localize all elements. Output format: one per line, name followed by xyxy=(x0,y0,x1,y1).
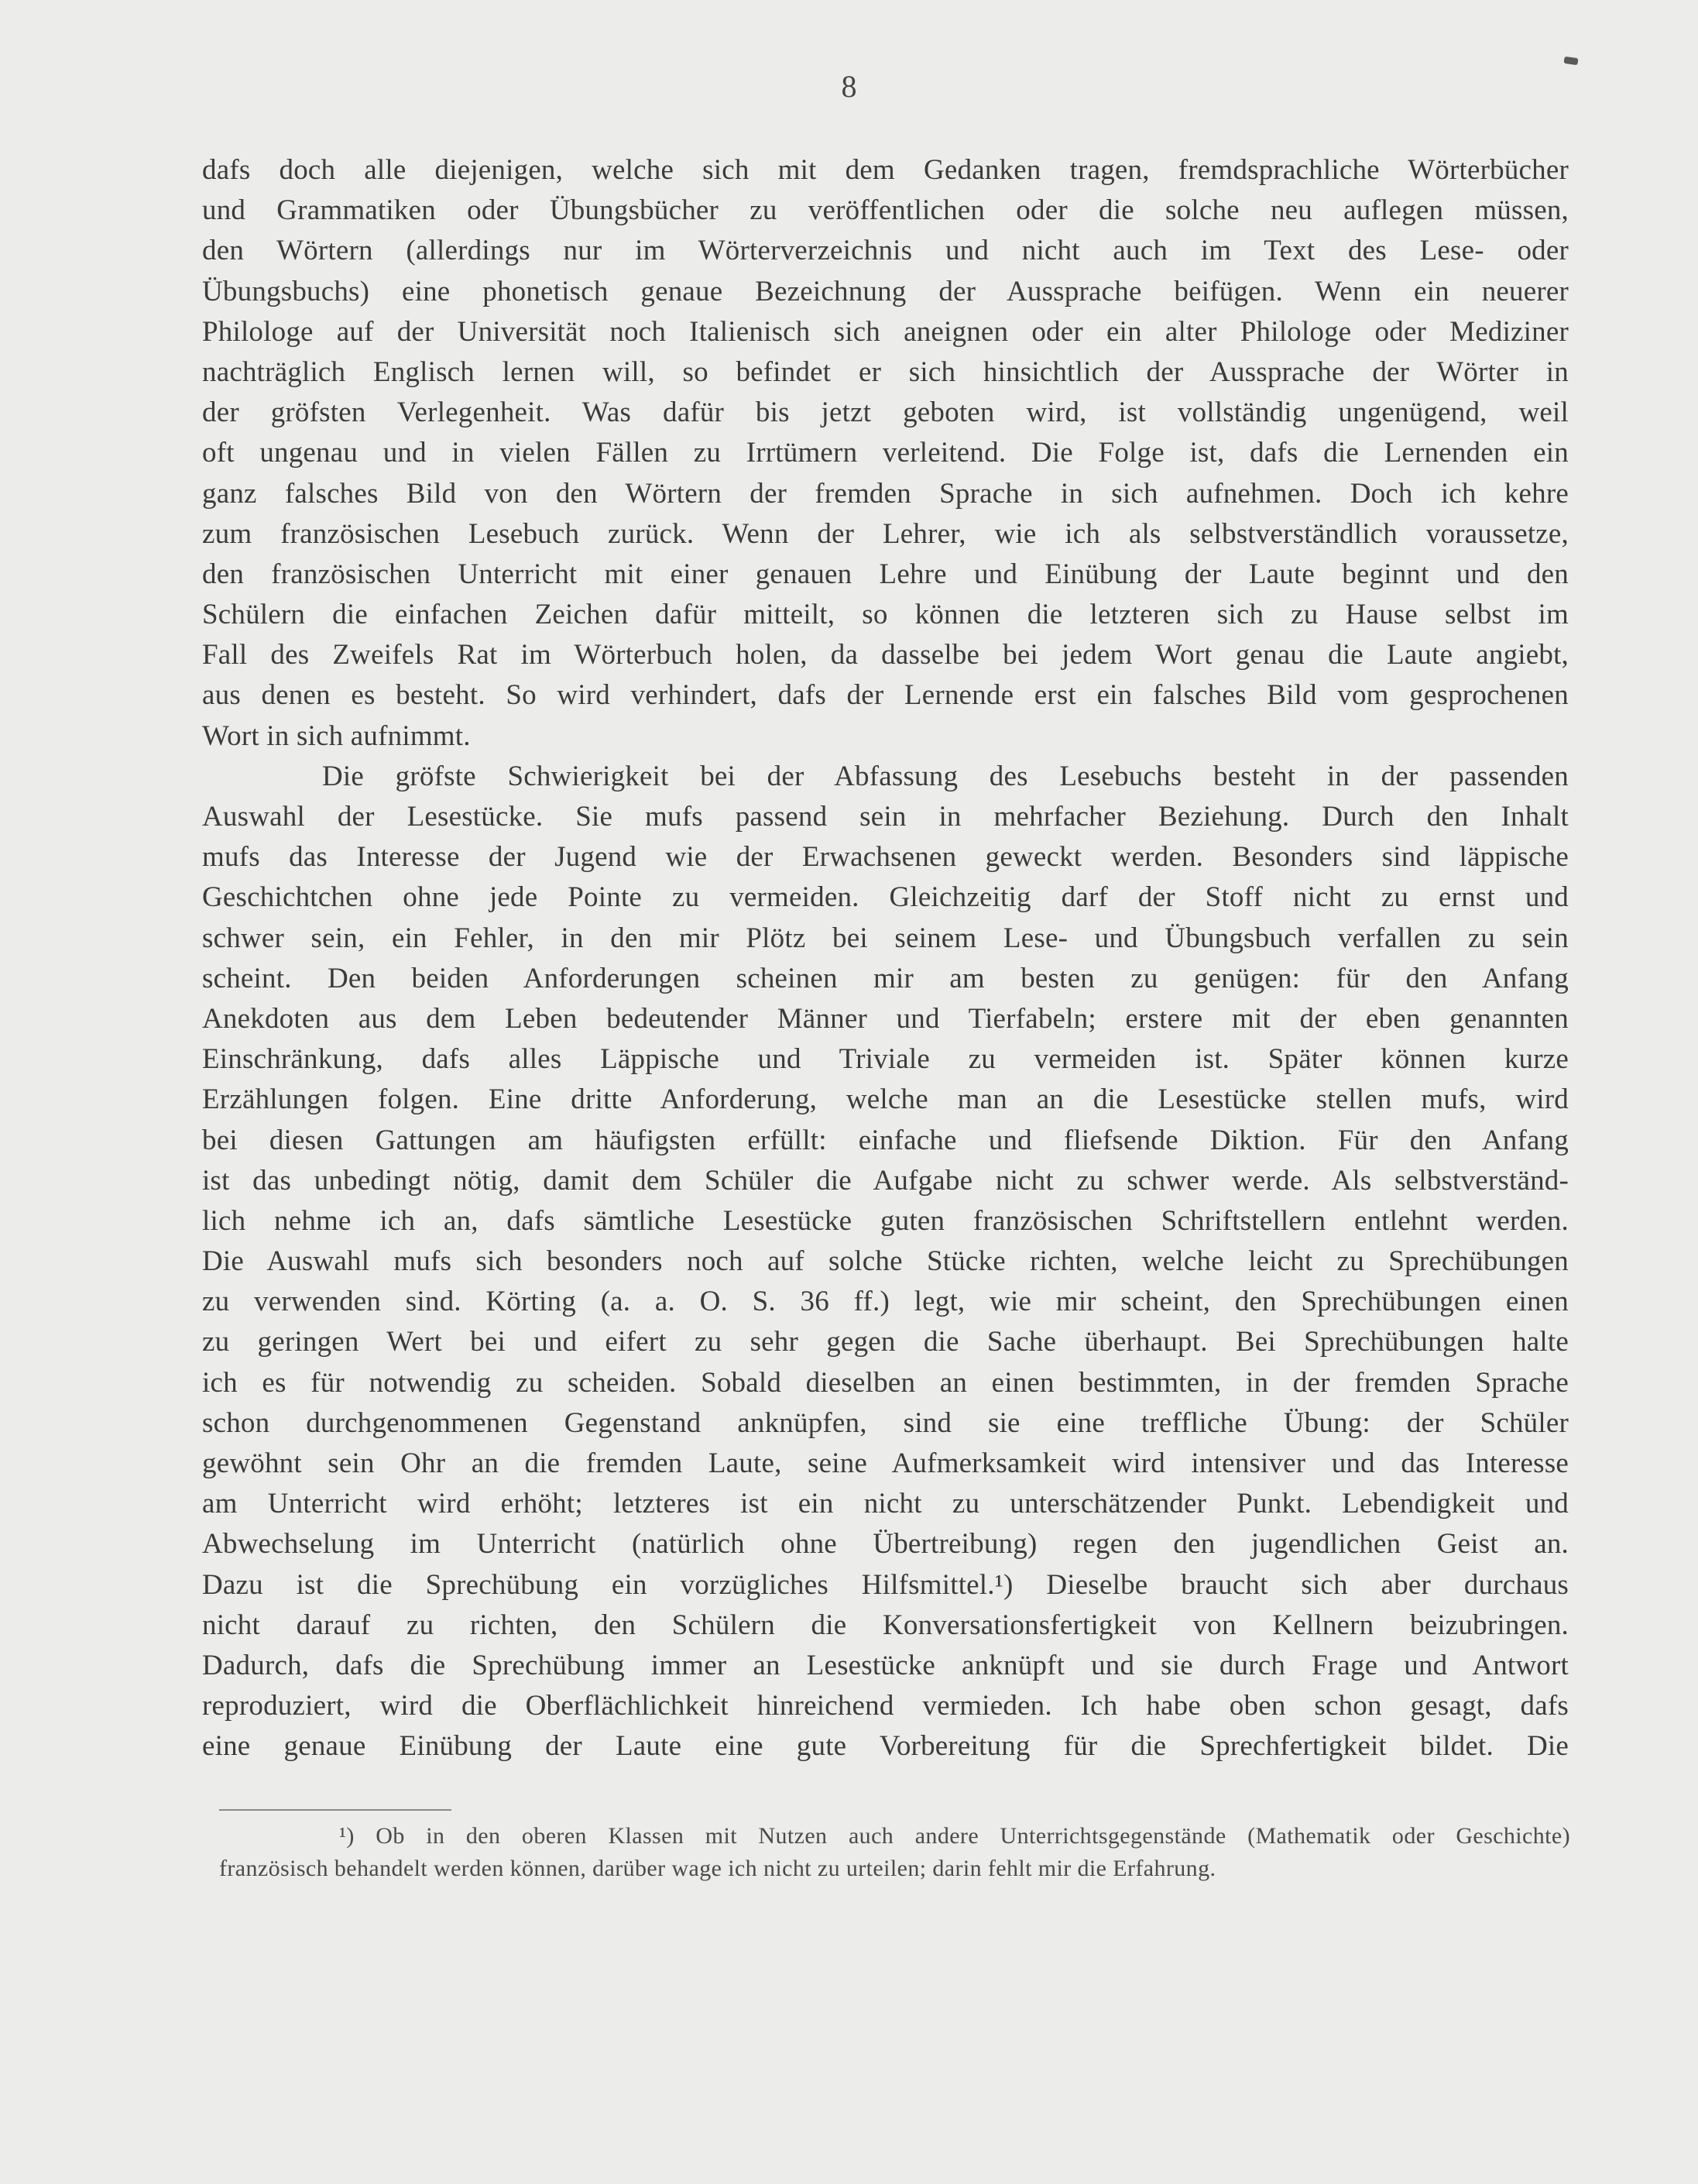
text-line: bei diesen Gattungen am häufigsten erfüllt: einfache und fliefsende Diktion. Für den Anfang xyxy=(202,1124,1569,1156)
footnote-line: französisch behandelt werden können, darüber wage ich nicht zu urteilen; darin fehlt mir die Erfahrung. xyxy=(219,1856,1216,1881)
text-line: eine genaue Einübung der Laute eine gute Vorbereitung für die Sprechfertigkeit bildet. Die xyxy=(202,1730,1569,1763)
text-line: schwer sein, ein Fehler, in den mir Plötz bei seinem Lese- und Übungsbuch verfallen zu sein xyxy=(202,922,1569,954)
text-line: Dazu ist die Sprechübung ein vorzügliches Hilfsmittel.¹) Dieselbe braucht sich aber durchaus xyxy=(202,1568,1569,1601)
footnote-divider xyxy=(219,1809,451,1811)
text-line: mufs das Interesse der Jugend wie der Erwachsenen geweckt werden. Besonders sind läppische xyxy=(202,841,1569,874)
ink-speck xyxy=(1563,57,1578,65)
text-line: zum französischen Lesebuch zurück. Wenn der Lehrer, wie ich als selbstverständlich voraussetze, xyxy=(202,517,1569,550)
text-line: Die Auswahl mufs sich besonders noch auf solche Stücke richten, welche leicht zu Sprechübungen xyxy=(202,1245,1569,1278)
text-line: gewöhnt sein Ohr an die fremden Laute, seine Aufmerksamkeit wird intensiver und das Interesse xyxy=(202,1447,1569,1479)
text-line: zu verwenden sind. Körting (a. a. O. S. 36 ff.) legt, wie mir scheint, den Sprechübungen einen xyxy=(202,1286,1569,1318)
text-line: dafs doch alle diejenigen, welche sich mit dem Gedanken tragen, fremdsprachliche Wörterbücher xyxy=(202,154,1569,186)
page-number: 8 xyxy=(841,69,857,104)
text-line: lich nehme ich an, dafs sämtliche Lesestücke guten französischen Schriftstellern entlehnt werden. xyxy=(202,1204,1569,1237)
text-line: ganz falsches Bild von den Wörtern der fremden Sprache in sich aufnehmen. Doch ich kehre xyxy=(202,477,1569,510)
text-line: Abwechselung im Unterricht (natürlich ohne Übertreibung) regen den jugendlichen Geist an. xyxy=(202,1528,1569,1561)
text-line: den französischen Unterricht mit einer genauen Lehre und Einübung der Laute beginnt und den xyxy=(202,558,1569,590)
footnote-line: ¹) Ob in den oberen Klassen mit Nutzen auch andere Unterrichtsgegenstände (Mathematik oder Geschichte) xyxy=(339,1823,1570,1849)
text-line: Wort in sich aufnimmt. xyxy=(202,719,471,752)
text-line: nicht darauf zu richten, den Schülern die Konversationsfertigkeit von Kellnern beizubringen. xyxy=(202,1609,1569,1641)
text-line: scheint. Den beiden Anforderungen scheinen mir am besten zu genügen: für den Anfang xyxy=(202,962,1569,994)
text-line: reproduziert, wird die Oberflächlichkeit hinreichend vermieden. Ich habe oben schon gesagt, dafs xyxy=(202,1690,1569,1722)
text-line: und Grammatiken oder Übungsbücher zu veröffentlichen oder die solche neu auflegen müssen, xyxy=(202,194,1569,227)
text-line: ist das unbedingt nötig, damit dem Schüler die Aufgabe nicht zu schwer werde. Als selbstverständ- xyxy=(202,1164,1569,1197)
text-line: Auswahl der Lesestücke. Sie mufs passend sein in mehrfacher Beziehung. Durch den Inhalt xyxy=(202,801,1569,833)
text-line: aus denen es besteht. So wird verhindert, dafs der Lernende erst ein falsches Bild vom gesprochenen xyxy=(202,679,1569,712)
text-line: Schülern die einfachen Zeichen dafür mitteilt, so können die letzteren sich zu Hause selbst im xyxy=(202,599,1569,631)
text-line: zu geringen Wert bei und eifert zu sehr gegen die Sache überhaupt. Bei Sprechübungen halte xyxy=(202,1326,1569,1358)
body-text xyxy=(202,150,1569,1767)
text-line: am Unterricht wird erhöht; letzteres ist ein nicht zu unterschätzender Punkt. Lebendigkeit und xyxy=(202,1488,1569,1520)
paragraph-start-line: Die gröfste Schwierigkeit bei der Abfassung des Lesebuchs besteht in der passenden xyxy=(322,760,1569,792)
text-line: oft ungenau und in vielen Fällen zu Irrtümern verleitend. Die Folge ist, dafs die Lernenden ein xyxy=(202,437,1569,469)
text-line: Fall des Zweifels Rat im Wörterbuch holen, da dasselbe bei jedem Wort genau die Laute angiebt, xyxy=(202,639,1569,671)
text-line: Philologe auf der Universität noch Italienisch sich aneignen oder ein alter Philologe oder Mediziner xyxy=(202,315,1569,348)
text-line: Einschränkung, dafs alles Läppische und Triviale zu vermeiden ist. Später können kurze xyxy=(202,1043,1569,1076)
text-line: Geschichtchen ohne jede Pointe zu vermeiden. Gleichzeitig darf der Stoff nicht zu ernst und xyxy=(202,881,1569,914)
text-line: der gröfsten Verlegenheit. Was dafür bis jetzt geboten wird, ist vollständig ungenügend, weil xyxy=(202,397,1569,429)
text-line: Dadurch, dafs die Sprechübung immer an Lesestücke anknüpft und sie durch Frage und Antwort xyxy=(202,1649,1569,1681)
text-line: ich es für notwendig zu scheiden. Sobald dieselben an einen bestimmten, in der fremden Sprache xyxy=(202,1366,1569,1399)
footnote xyxy=(219,1820,1570,1885)
text-line: Übungsbuchs) eine phonetisch genaue Bezeichnung der Aussprache beifügen. Wenn ein neuerer xyxy=(202,275,1569,307)
text-line: nachträglich Englisch lernen will, so befindet er sich hinsichtlich der Aussprache der Wörter in xyxy=(202,355,1569,388)
text-line: Anekdoten aus dem Leben bedeutender Männer und Tierfabeln; erstere mit der eben genannten xyxy=(202,1002,1569,1035)
text-line: Erzählungen folgen. Eine dritte Anforderung, welche man an die Lesestücke stellen mufs, wird xyxy=(202,1083,1569,1116)
text-line: den Wörtern (allerdings nur im Wörterverzeichnis und nicht auch im Text des Lese- oder xyxy=(202,235,1569,267)
text-line: schon durchgenommenen Gegenstand anknüpfen, sind sie eine treffliche Übung: der Schüler xyxy=(202,1406,1569,1439)
